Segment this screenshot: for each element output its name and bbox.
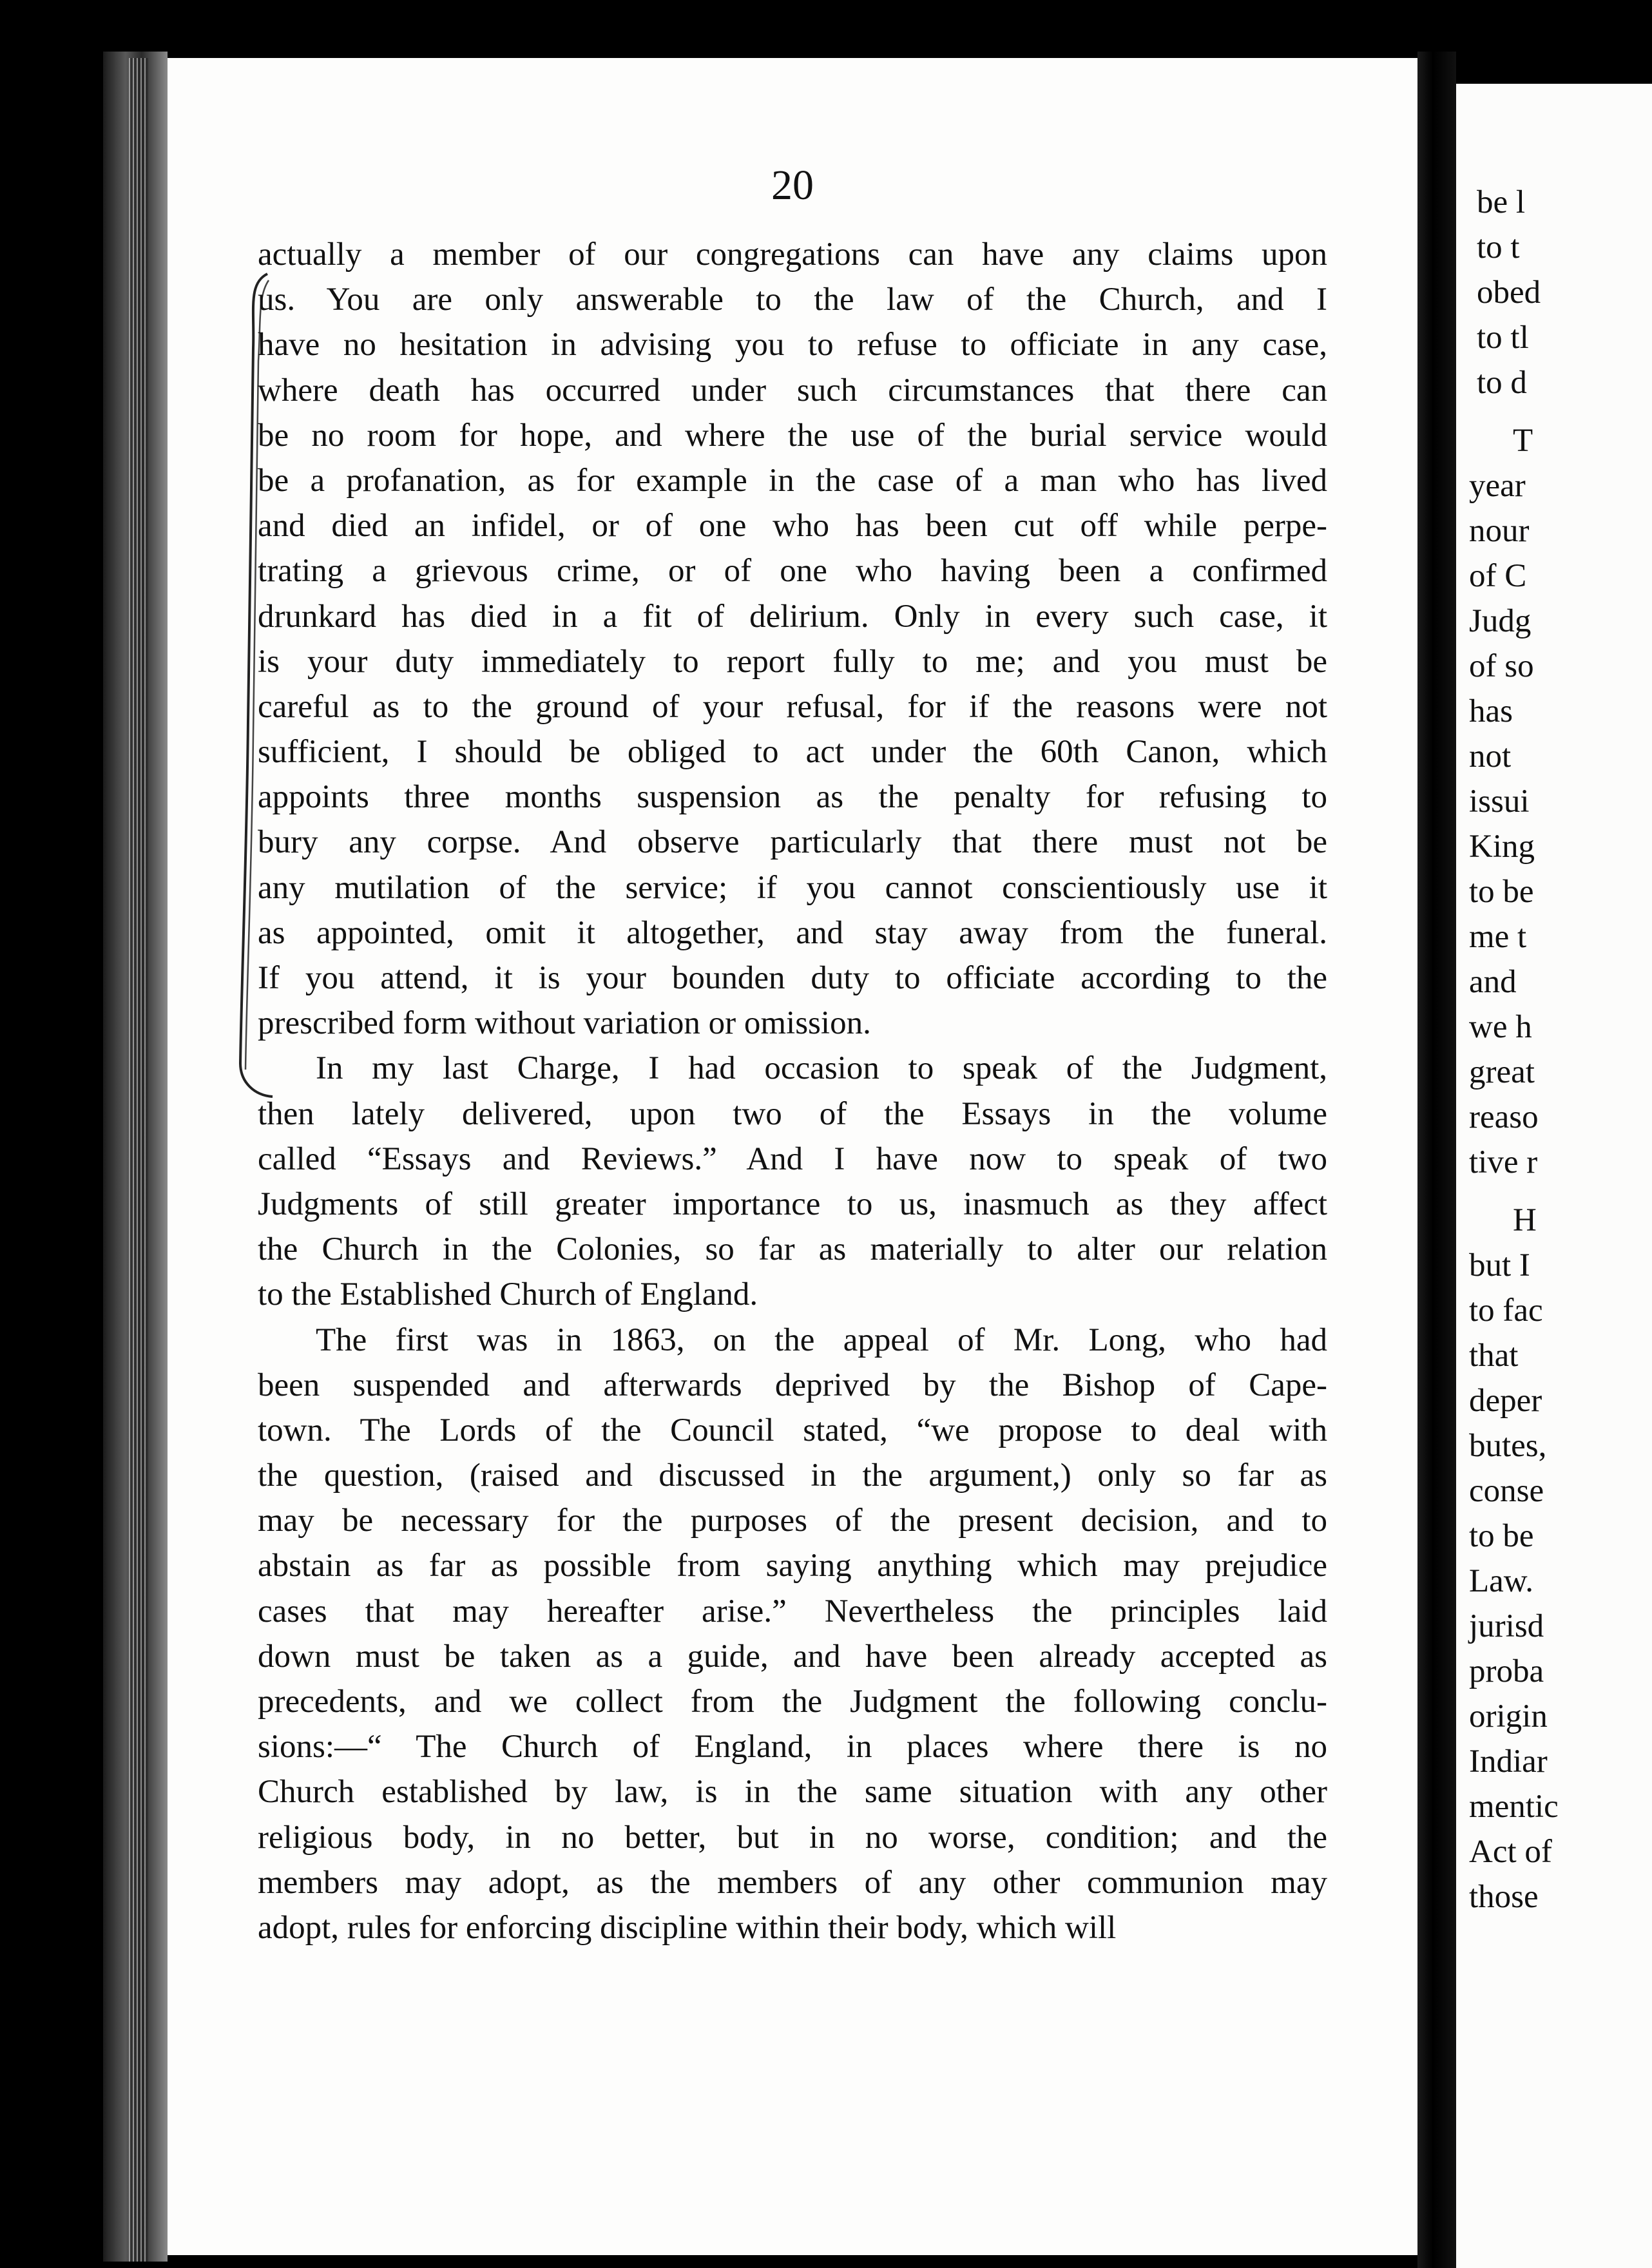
text-line: trating a grievous crime, or of one who having been a confirmed <box>258 553 1327 590</box>
text-fragment: to be <box>1469 874 1534 910</box>
text-line: sufficient, I should be obliged to act under the 60th Canon, which <box>258 734 1327 771</box>
text-line: adopt, rules for enforcing discipline within their body, which will <box>258 1909 1117 1946</box>
text-line: precedents, and we collect from the Judgment the following conclu- <box>258 1684 1327 1720</box>
text-line: to the Established Church of England. <box>258 1276 758 1313</box>
text-line: Judgments of still greater importance to us, inasmuch as they affect <box>258 1186 1327 1222</box>
text-line: In my last Charge, I had occasion to speak of the Judgment, <box>316 1050 1327 1087</box>
text-line: as appointed, omit it altogether, and stay away from the funeral. <box>258 914 1327 951</box>
text-line: appoints three months suspension as the penalty for refusing to <box>258 779 1327 816</box>
text-fragment: be l <box>1477 184 1526 220</box>
text-line: members may adopt, as the members of any other communion may <box>258 1864 1327 1901</box>
text-fragment: Act of <box>1469 1834 1552 1870</box>
text-fragment: T <box>1513 423 1533 459</box>
binding-edge <box>129 58 148 2262</box>
text-line: town. The Lords of the Council stated, “we propose to deal with <box>258 1412 1327 1448</box>
text-line: Church established by law, is in the same situation with any other <box>258 1774 1327 1811</box>
text-line: actually a member of our congregations can have any claims upon <box>258 236 1327 273</box>
text-fragment: to fac <box>1469 1293 1543 1329</box>
text-fragment: mentic <box>1469 1789 1559 1825</box>
text-line: may be necessary for the purposes of the present decision, and to <box>258 1503 1327 1539</box>
text-line: drunkard has died in a fit of delirium. Only in every such case, it <box>258 598 1327 635</box>
text-line: have no hesitation in advising you to refuse to officiate in any case, <box>258 327 1327 363</box>
text-line: religious body, in no better, but in no worse, condition; and the <box>258 1819 1327 1856</box>
text-line: where death has occurred under such circumstances that there can <box>258 372 1327 408</box>
text-fragment: not <box>1469 738 1512 774</box>
text-line: any mutilation of the service; if you cannot conscientiously use it <box>258 869 1327 906</box>
text-fragment: proba <box>1469 1653 1544 1689</box>
text-fragment: me t <box>1469 919 1527 955</box>
text-fragment: year <box>1469 468 1526 504</box>
text-fragment: has <box>1469 693 1513 729</box>
text-fragment: Judg <box>1469 603 1532 639</box>
text-fragment: issui <box>1469 783 1530 820</box>
text-fragment: to d <box>1477 365 1527 401</box>
text-line: us. You are only answerable to the law of the Church, and I <box>258 282 1327 318</box>
text-fragment: jurisd <box>1469 1608 1544 1644</box>
text-line: down must be taken as a guide, and have been already accepted as <box>258 1638 1327 1675</box>
text-line: be no room for hope, and where the use of the burial service would <box>258 417 1327 454</box>
text-line: and died an infidel, or of one who has been cut off while perpe- <box>258 508 1327 544</box>
page-gutter <box>1417 52 1456 2268</box>
text-fragment: butes, <box>1469 1428 1547 1464</box>
text-line: prescribed form without variation or omission. <box>258 1005 871 1042</box>
text-fragment: but I <box>1469 1247 1530 1283</box>
text-fragment: Indiar <box>1469 1744 1548 1780</box>
text-fragment: conse <box>1469 1473 1544 1509</box>
text-line: the Church in the Colonies, so far as materially to alter our relation <box>258 1231 1327 1268</box>
text-line: been suspended and afterwards deprived by the Bishop of Cape- <box>258 1367 1327 1403</box>
text-fragment: to be <box>1469 1518 1534 1554</box>
text-fragment: Law. <box>1469 1563 1534 1599</box>
text-line: abstain as far as possible from saying anything which may prejudice <box>258 1548 1327 1584</box>
text-fragment: origin <box>1469 1698 1548 1735</box>
text-fragment: deper <box>1469 1383 1542 1419</box>
page-number: 20 <box>771 162 814 209</box>
text-line: then lately delivered, upon two of the Essays in the volume <box>258 1095 1327 1132</box>
text-fragment: those <box>1469 1879 1539 1915</box>
text-line: cases that may hereafter arise.” Nevertheless the principles laid <box>258 1593 1327 1629</box>
text-fragment: obed <box>1477 274 1541 311</box>
text-line: the question, (raised and discussed in the argument,) only so far as <box>258 1457 1327 1494</box>
text-line: sions:—“ The Church of England, in places where there is no <box>258 1729 1327 1765</box>
text-line: bury any corpse. And observe particularly that there must not be <box>258 824 1327 861</box>
text-line: The first was in 1863, on the appeal of Mr. Long, who had <box>316 1321 1327 1358</box>
text-line: If you attend, it is your bounden duty to officiate according to the <box>258 960 1327 996</box>
body-text <box>258 232 1327 1950</box>
text-fragment: of so <box>1469 648 1534 684</box>
text-line: careful as to the ground of your refusal, for if the reasons were not <box>258 688 1327 725</box>
left-page <box>168 58 1417 2255</box>
text-line: be a profanation, as for example in the case of a man who has lived <box>258 462 1327 499</box>
text-fragment: King <box>1469 829 1535 865</box>
text-fragment: to tl <box>1477 320 1529 356</box>
text-fragment: we h <box>1469 1009 1532 1045</box>
text-fragment: and <box>1469 964 1517 1000</box>
text-line: called “Essays and Reviews.” And I have now to speak of two <box>258 1140 1327 1177</box>
right-page <box>1456 84 1652 2268</box>
text-fragment: great <box>1469 1054 1535 1090</box>
text-fragment: H <box>1513 1202 1537 1238</box>
text-fragment: that <box>1469 1338 1519 1374</box>
text-fragment: reaso <box>1469 1099 1539 1135</box>
text-fragment: of C <box>1469 558 1527 594</box>
text-fragment: tive r <box>1469 1144 1538 1180</box>
text-fragment: to t <box>1477 229 1520 265</box>
text-line: is your duty immediately to report fully to me; and you must be <box>258 643 1327 680</box>
text-fragment: nour <box>1469 513 1530 549</box>
